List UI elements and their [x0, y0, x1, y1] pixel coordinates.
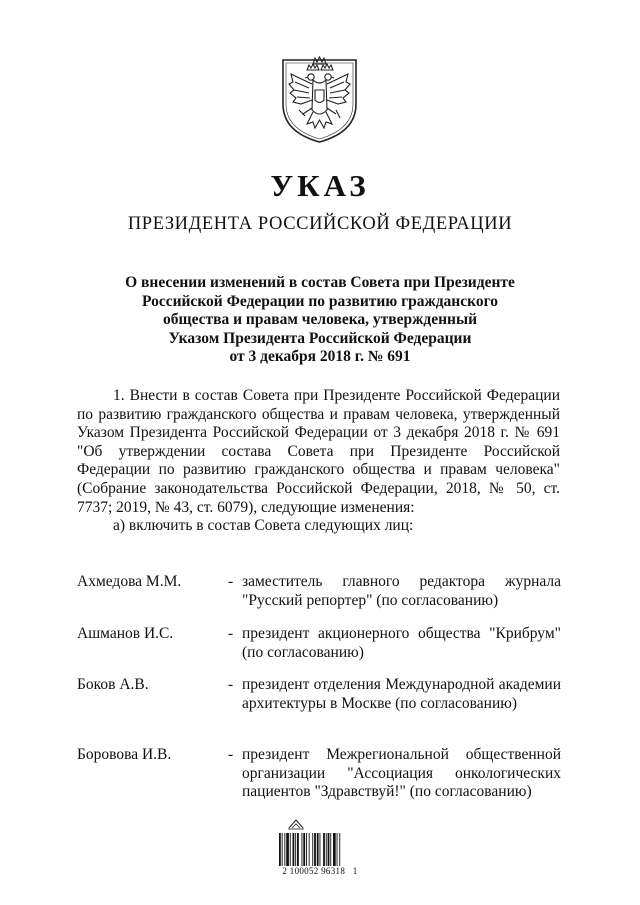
barcode-bar [330, 833, 331, 866]
decree-heading [80, 274, 560, 367]
barcode-bar [323, 833, 325, 866]
barcode-bar [317, 833, 319, 866]
document-title: УКАЗ [270, 168, 370, 203]
barcode-bar [303, 833, 305, 866]
barcode-bar [339, 833, 340, 866]
barcode-bar [309, 833, 310, 866]
barcode-bar [286, 833, 289, 866]
subitem-a: а) включить в состав Совета следующих лиц: [113, 517, 414, 535]
barcode-bar [337, 833, 338, 866]
member-name: Боровова И.В. [77, 746, 172, 763]
barcode-bar [306, 833, 307, 866]
member-name: Ахмедова М.М. [77, 573, 182, 590]
heading-line: от 3 декабря 2018 г. № 691 [229, 348, 411, 366]
barcode-bar [284, 833, 285, 866]
heading-line: общества и правам человека, утвержденный [162, 311, 478, 329]
member-dash: - [228, 746, 234, 763]
member-name: Боков А.В. [77, 676, 149, 693]
member-name: Ашманов И.С. [77, 625, 174, 642]
barcode-bar [279, 833, 281, 866]
barcode-bar [326, 833, 327, 866]
member-dash: - [228, 676, 234, 693]
heading-line: Российской Федерации по развитию гражданского [141, 292, 498, 310]
document-subtitle: ПРЕЗИДЕНТА РОССИЙСКОЙ ФЕДЕРАЦИИ [127, 214, 513, 234]
member-role: заместитель главного редактора журнала "Русский репортер" (по согласованию) [242, 573, 561, 609]
member-dash: - [228, 573, 234, 590]
barcode-bar [282, 833, 283, 866]
heading-line: Указом Президента Российской Федерации [168, 329, 472, 347]
barcode-number: 2 100052 96318 1 [282, 866, 358, 876]
barcode-bar [290, 833, 291, 866]
barcode-bar [293, 833, 295, 866]
barcode-bar [297, 833, 299, 866]
member-dash: - [228, 625, 234, 642]
state-emblem-icon [277, 52, 362, 144]
barcode-bar [295, 833, 296, 866]
heading-line: О внесении изменений в состав Совета при Президенте [125, 274, 515, 291]
barcode-bar [328, 833, 330, 866]
member-role: президент акционерного общества "Крибрум" (по согласованию) [242, 625, 561, 661]
member-role: президент отделения Международной академии архитектуры в Москве (по согласованию) [242, 676, 561, 712]
member-role: президент Межрегиональной общественной организации "Ассоциация онкологических пациентов "Здравствуй!" (по согласованию) [242, 746, 561, 801]
barcode [278, 833, 362, 868]
printer-logo-icon [288, 818, 304, 830]
barcode-bar [302, 833, 303, 866]
barcode-bar [312, 833, 313, 866]
decree-body [77, 387, 560, 536]
paragraph-1: 1. Внести в состав Совета при Президенте Российской Федерации по развитию гражданского общества и правам человека, утвержденный Указом Президента Российской Федерации от 3 декабря 2018 г. № 691 "Об утверждении состава Совета при Президенте Российской Федерации по развитию гражданского общества и правам человека" (Собрание законодательства Российской Федерации, 2018, № 50, ст. 7737; 2019, № 43, ст. 6079), следующие изменения: [77, 387, 560, 516]
barcode-bar [314, 833, 316, 866]
barcode-bar [333, 833, 336, 866]
barcode-bar [320, 833, 321, 866]
